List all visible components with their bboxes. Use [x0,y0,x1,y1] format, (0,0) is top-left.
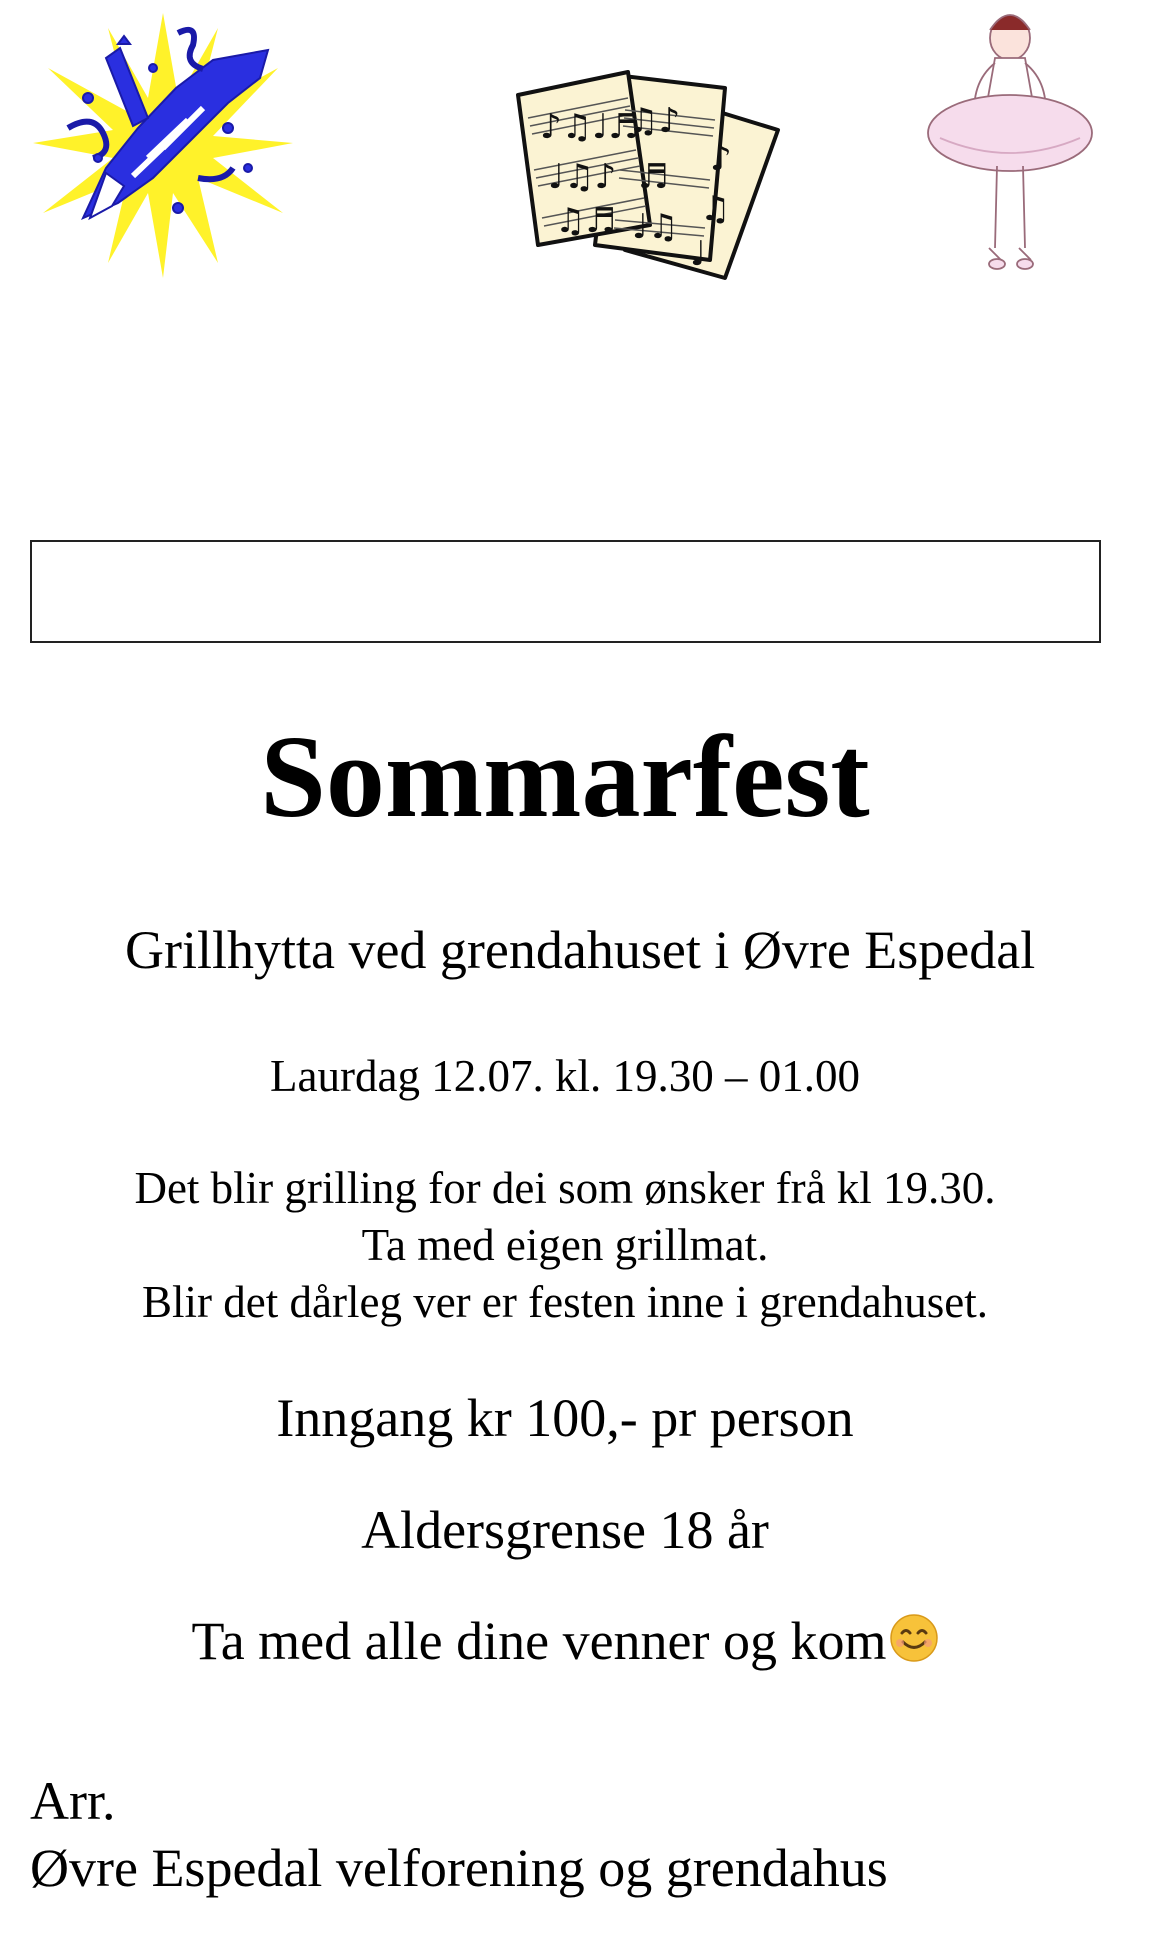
svg-text:♫♬: ♫♬ [555,201,616,241]
fireworks-rocket-icon [28,8,298,283]
info-block [0,1160,1130,1331]
sheet-music-icon [510,60,790,285]
invite-line [0,1608,1130,1674]
organizer-name: Øvre Espedal velforening og grendahus [30,1838,888,1898]
svg-text:♫♪: ♫♪ [628,101,681,141]
svg-text:♬: ♬ [638,157,669,197]
info-line: Det blir grilling for dei som ønsker frå kl 19.30. [134,1163,996,1213]
entry-fee: Inngang kr 100,- pr person [276,1388,854,1448]
event-location: Grillhytta ved grendahuset i Øvre Espedal [125,920,1036,980]
organizer-label: Arr. [30,1771,116,1831]
info-line: Ta med eigen grillmat. [361,1220,769,1270]
smiling-face-emoji-icon [889,1612,939,1662]
svg-text:♩: ♩ [690,234,707,274]
svg-text:♪: ♪ [710,139,732,179]
empty-frame [30,540,1101,643]
svg-text:♪♫♩♬: ♪♫♩♬ [540,107,639,147]
svg-text:♩♫♪: ♩♫♪ [548,157,617,197]
ballerina-icon [925,8,1095,283]
svg-text:♫: ♫ [700,189,731,229]
info-line: Blir det dårleg ver er festen inne i grendahuset. [142,1277,988,1327]
invite-text: Ta med alle dine venner og kom [191,1611,887,1671]
age-limit: Aldersgrense 18 år [361,1500,769,1560]
page-title: Sommarfest [260,711,870,842]
event-datetime: Laurdag 12.07. kl. 19.30 – 01.00 [270,1051,860,1101]
svg-text:♩♫: ♩♫ [632,207,679,247]
